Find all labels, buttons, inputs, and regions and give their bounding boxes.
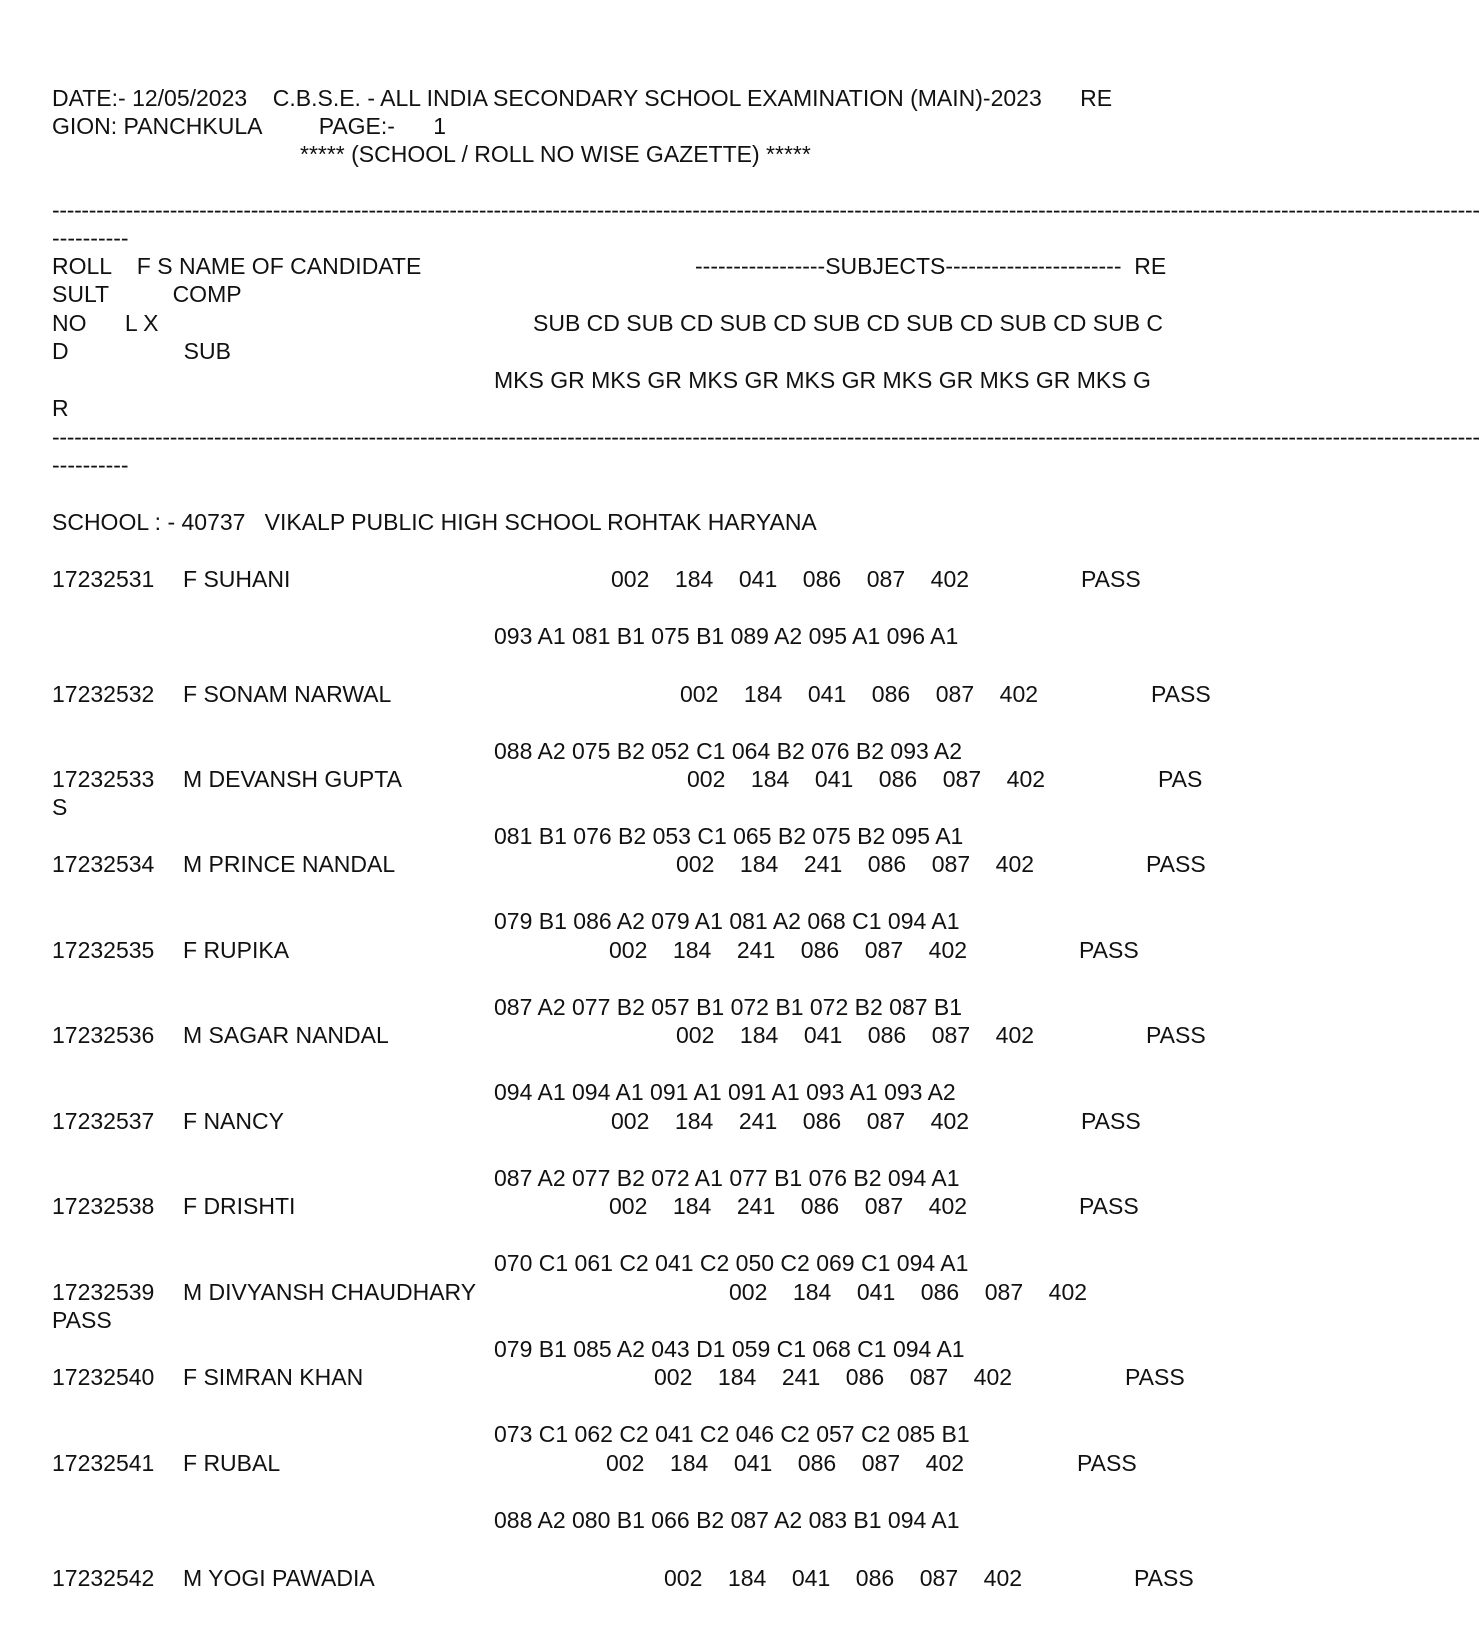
candidate-marks: 081 B1 076 B2 053 C1 065 B2 075 B2 095 A1 (494, 823, 964, 849)
candidate-subjects: 002 184 041 086 087 402 (611, 566, 970, 592)
separator-rule-tail: ---------- (52, 452, 129, 478)
candidate-name: F SONAM NARWAL (183, 681, 392, 707)
candidate-name: M PRINCE NANDAL (183, 851, 396, 877)
column-header-no-flsx: NO L X (52, 310, 159, 336)
candidate-name: F DRISHTI (183, 1193, 296, 1219)
header-line-2: GION: PANCHKULA PAGE:- 1 (52, 113, 447, 139)
candidate-result: PASS (1146, 1022, 1206, 1048)
candidate-subjects: 002 184 241 086 087 402 (654, 1364, 1013, 1390)
candidate-marks: 079 B1 085 A2 043 D1 059 C1 068 C1 094 A1 (494, 1336, 965, 1362)
candidate-result: PASS (1125, 1364, 1185, 1390)
candidate-marks: 073 C1 062 C2 041 C2 046 C2 057 C2 085 B1 (494, 1421, 970, 1447)
separator-rule: -------------------------------------------------------------------------------------------------------------------------------------------------------------------------------------------------- (52, 197, 1480, 223)
candidate-name: M DIVYANSH CHAUDHARY (183, 1279, 477, 1305)
candidate-name: M YOGI PAWADIA (183, 1565, 375, 1591)
candidate-roll: 17232537 (52, 1108, 155, 1134)
candidate-result: PASS (1151, 681, 1211, 707)
candidate-roll: 17232535 (52, 937, 155, 963)
candidate-roll: 17232542 (52, 1565, 155, 1591)
school-line: SCHOOL : - 40737 VIKALP PUBLIC HIGH SCHOOL ROHTAK HARYANA (52, 509, 817, 535)
candidate-result: PASS (1077, 1450, 1137, 1476)
header-line-1: DATE:- 12/05/2023 C.B.S.E. - ALL INDIA SECONDARY SCHOOL EXAMINATION (MAIN)-2023 RE (52, 85, 1113, 111)
candidate-marks: 079 B1 086 A2 079 A1 081 A2 068 C1 094 A1 (494, 908, 960, 934)
candidate-roll: 17232533 (52, 766, 155, 792)
candidate-result-wrap: S (52, 794, 68, 820)
column-header-mks-gr: MKS GR MKS GR MKS GR MKS GR MKS GR MKS GR MKS G (494, 367, 1151, 393)
candidate-marks: 088 A2 075 B2 052 C1 064 B2 076 B2 093 A2 (494, 738, 963, 764)
candidate-name: F NANCY (183, 1108, 284, 1134)
candidate-marks: 088 A2 080 B1 066 B2 087 A2 083 B1 094 A1 (494, 1507, 960, 1533)
candidate-subjects: 002 184 241 086 087 402 (611, 1108, 970, 1134)
candidate-name: F RUBAL (183, 1450, 281, 1476)
column-header-mks-gr-wrap: R (52, 395, 69, 421)
candidate-subjects: 002 184 241 086 087 402 (609, 937, 968, 963)
candidate-result-wrap: PASS (52, 1307, 112, 1333)
candidate-result: PASS (1134, 1565, 1194, 1591)
candidate-roll: 17232534 (52, 851, 155, 877)
candidate-marks: 087 A2 077 B2 057 B1 072 B1 072 B2 087 B1 (494, 994, 963, 1020)
candidate-result: PASS (1079, 937, 1139, 963)
candidate-subjects: 002 184 041 086 087 402 (729, 1279, 1088, 1305)
candidate-roll: 17232540 (52, 1364, 155, 1390)
candidate-roll: 17232539 (52, 1279, 155, 1305)
candidate-subjects: 002 184 241 086 087 402 (609, 1193, 968, 1219)
column-header-roll-name: ROLL F S NAME OF CANDIDATE (52, 253, 422, 279)
candidate-name: F RUPIKA (183, 937, 290, 963)
candidate-result: PASS (1146, 851, 1206, 877)
candidate-marks: 094 A1 094 A1 091 A1 091 A1 093 A1 093 A2 (494, 1079, 956, 1105)
candidate-subjects: 002 184 241 086 087 402 (676, 851, 1035, 877)
candidate-roll: 17232536 (52, 1022, 155, 1048)
candidate-result: PASS (1081, 566, 1141, 592)
column-header-sub-cd: SUB CD SUB CD SUB CD SUB CD SUB CD SUB CD SUB C (533, 310, 1164, 336)
candidate-subjects: 002 184 041 086 087 402 (680, 681, 1039, 707)
candidate-name: M SAGAR NANDAL (183, 1022, 389, 1048)
candidate-result: PASS (1079, 1193, 1139, 1219)
column-header-subjects: -----------------SUBJECTS----------------------- RE (695, 253, 1167, 279)
candidate-roll: 17232538 (52, 1193, 155, 1219)
candidate-marks: 087 A2 077 B2 072 A1 077 B1 076 B2 094 A1 (494, 1165, 960, 1191)
separator-rule: -------------------------------------------------------------------------------------------------------------------------------------------------------------------------------------------------- (52, 424, 1480, 450)
candidate-subjects: 002 184 041 086 087 402 (606, 1450, 965, 1476)
column-header-result-comp: SULT COMP (52, 281, 242, 307)
candidate-result: PASS (1081, 1108, 1141, 1134)
candidate-result: PAS (1158, 766, 1203, 792)
candidate-marks: 093 A1 081 B1 075 B1 089 A2 095 A1 096 A1 (494, 623, 959, 649)
candidate-roll: 17232531 (52, 566, 155, 592)
candidate-subjects: 002 184 041 086 087 402 (687, 766, 1046, 792)
candidate-roll: 17232532 (52, 681, 155, 707)
candidate-name: F SIMRAN KHAN (183, 1364, 364, 1390)
candidate-subjects: 002 184 041 086 087 402 (676, 1022, 1035, 1048)
column-header-sub-cd-wrap: D SUB (52, 338, 231, 364)
separator-rule-tail: ---------- (52, 225, 129, 251)
candidate-roll: 17232541 (52, 1450, 155, 1476)
candidate-marks: 070 C1 061 C2 041 C2 050 C2 069 C1 094 A1 (494, 1250, 969, 1276)
candidate-subjects: 002 184 041 086 087 402 (664, 1565, 1023, 1591)
candidate-name: M DEVANSH GUPTA (183, 766, 402, 792)
gazette-title: ***** (SCHOOL / ROLL NO WISE GAZETTE) ***** (300, 141, 811, 167)
candidate-name: F SUHANI (183, 566, 291, 592)
